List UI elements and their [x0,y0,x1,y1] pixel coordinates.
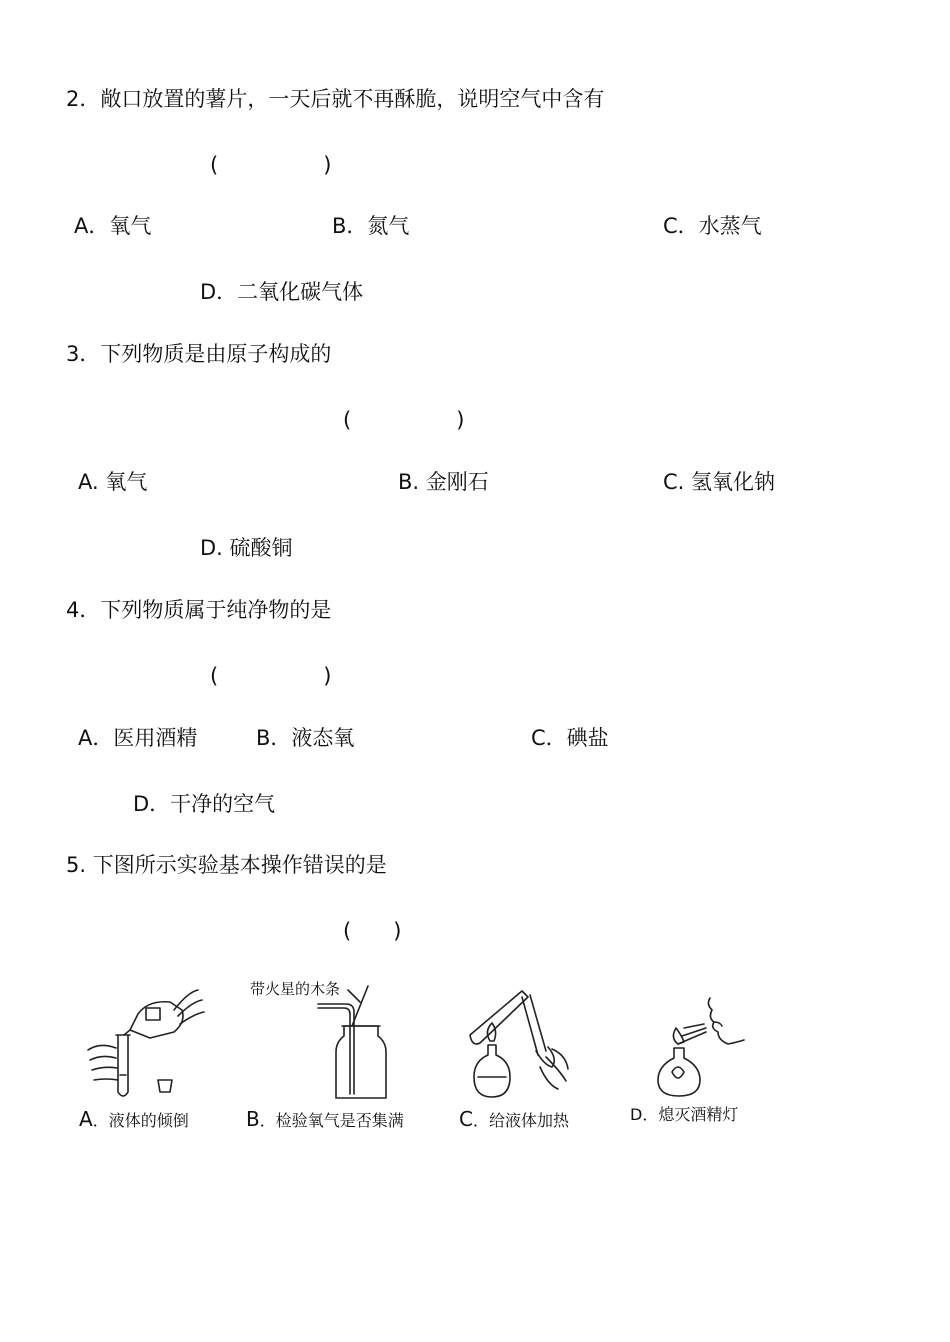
figure-a-letter: A [79,1107,93,1131]
figure-c-caption-text: ．给液体加热 [472,1111,569,1130]
heating-illustration [462,985,582,1105]
question-2-option-a[interactable]: A．氧气 [74,214,152,238]
question-4-option-d[interactable]: D．干净的空气 [133,792,276,816]
question-2-answer-bracket: ( ) [210,153,332,177]
question-3-stem: 3．下列物质是由原子构成的 [66,342,332,366]
question-5-answer-bracket: ( ) [343,919,402,943]
extinguish-illustration [648,992,758,1100]
figure-a-liquid-pouring[interactable] [78,980,208,1105]
figure-d-letter: D [630,1105,643,1124]
figure-a-caption [79,1108,189,1132]
question-3-option-a[interactable]: A. 氧气 [78,470,148,494]
question-4-option-a[interactable]: A．医用酒精 [78,726,198,750]
figure-c-letter: C [459,1107,473,1131]
question-2-option-d[interactable]: D．二氧化碳气体 [200,280,364,304]
figure-b-caption-text: ．检验氧气是否集满 [259,1111,404,1130]
question-5-stem: 5. 下图所示实验基本操作错误的是 [66,853,387,877]
question-2-option-b[interactable]: B．氮气 [332,214,410,238]
figure-b-annotation: 带火星的木条 [250,980,341,998]
question-4-answer-bracket: ( ) [210,664,332,688]
question-3-option-b[interactable]: B. 金刚石 [398,470,489,494]
question-3-option-c[interactable]: C. 氢氧化钠 [663,470,776,494]
figure-b-letter: B [246,1107,260,1131]
question-3-option-d[interactable]: D. 硫酸铜 [200,536,293,560]
figure-b-caption [246,1108,404,1132]
figure-b-oxygen-test[interactable] [248,978,418,1106]
question-4-option-c[interactable]: C．碘盐 [531,726,609,750]
question-3-answer-bracket: ( ) [343,408,465,432]
question-4-option-b[interactable]: B．液态氧 [256,726,355,750]
figure-d-caption [630,1104,738,1126]
question-2-option-c[interactable]: C．水蒸气 [663,214,762,238]
liquid-pouring-illustration [78,980,208,1105]
figure-c-caption [459,1108,569,1132]
question-2-stem: 2．敞口放置的薯片，一天后就不再酥脆，说明空气中含有 [66,87,605,111]
figure-c-liquid-heating[interactable] [462,985,582,1105]
figure-d-caption-text: ．熄灭酒精灯 [642,1105,739,1124]
figure-d-extinguish-lamp[interactable] [648,992,758,1100]
figure-a-caption-text: ．液体的倾倒 [92,1111,189,1130]
question-4-stem: 4．下列物质属于纯净物的是 [66,598,332,622]
